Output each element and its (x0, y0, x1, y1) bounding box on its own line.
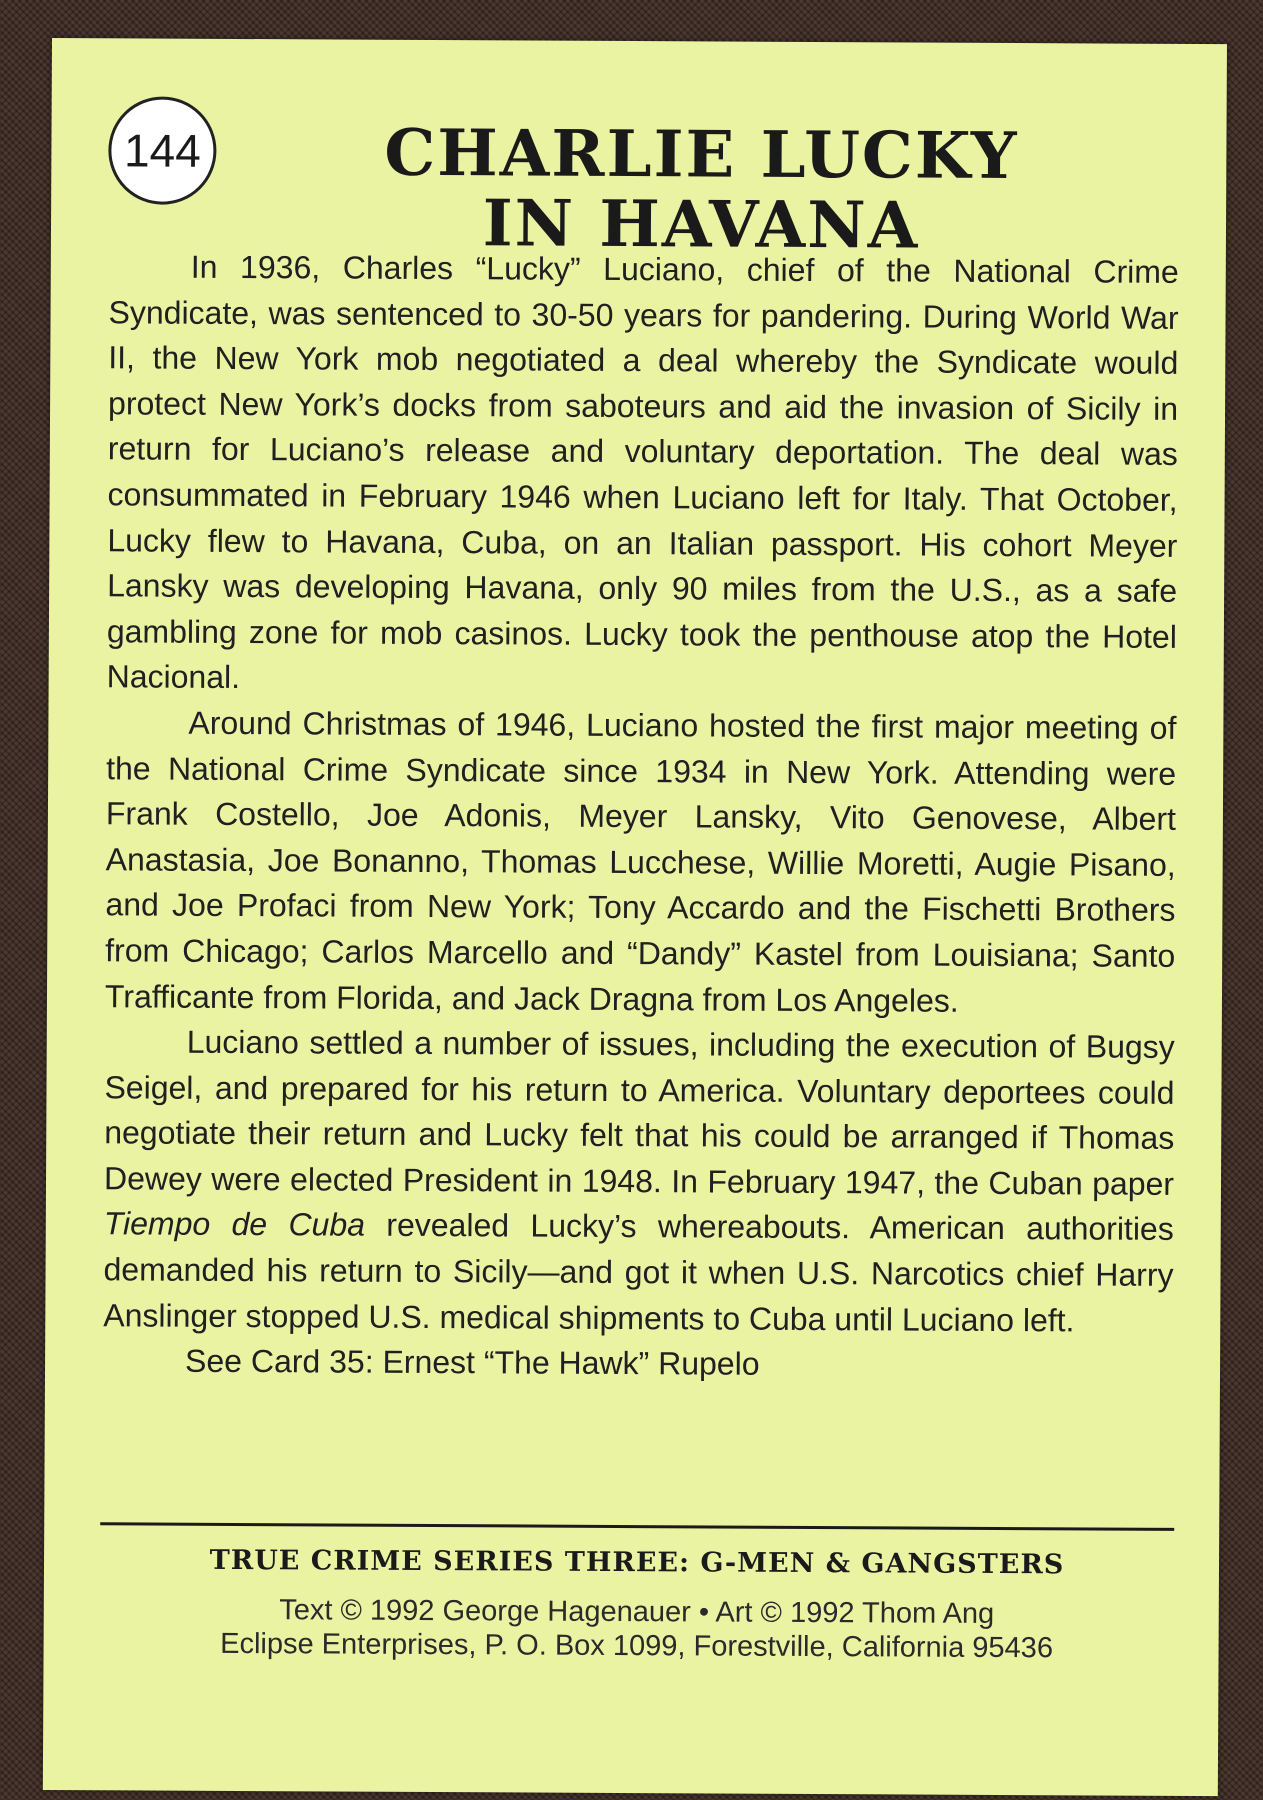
card-body (103, 244, 1179, 1389)
paragraph-1: In 1936, Charles “Lucky” Luciano, chief of the National Crime Syndicate, was sentenced to 30-50 years for pandering. During World War II, the New York mob negotiated a deal whereby the Syndicate would protect New York’s docks from saboteurs and aid the invasion of Sicily in return for Luciano’s release and voluntary deportation. The deal was consummated in February 1946 when Luciano left for Italy. That October, Lucky flew to Havana, Cuba, on an Italian passport. His cohort Meyer Lansky was developing Havana, only 90 miles from the U.S., as a safe gambling zone for mob casinos. Lucky took the penthouse atop the Hotel Nacional. (106, 248, 1179, 696)
paragraph-2: Around Christmas of 1946, Luciano hosted the first major meeting of the National Crime Syndicate since 1934 in New York. Attending were Frank Costello, Joe Adonis, Meyer Lansky, Vito Genovese, Albert Anastasia, Joe Bonanno, Thomas Lucchese, Willie Moretti, Augie Pisano, and Joe Profaci from New York; Tony Accardo and the Fischetti Brothers from Chicago; Carlos Marcello and “Dandy” Kastel from Louisiana; Santo Trafficante from Florida, and Jack Dragna from Los Angeles. (104, 704, 1177, 1019)
card-number-badge (108, 96, 217, 205)
credits (100, 1592, 1174, 1666)
credits-line-2: Eclipse Enterprises, P. O. Box 1099, Forestville, California 95436 (220, 1627, 1054, 1665)
card-title-line1: CHARLIE LUCKY (384, 115, 1019, 195)
divider-rule (100, 1522, 1174, 1531)
paragraph-3-text-before: Luciano settled a number of issues, including the execution of Bugsy Seigel, and prepared for his return to America. Voluntary deportees could negotiate their return and Lucky felt that his could be arranged if Thomas Dewey were elected President in 1948. In February 1947, the Cuban paper (103, 1023, 1175, 1202)
card-number: 144 (123, 124, 201, 177)
series-title: TRUE CRIME SERIES THREE: G-MEN & GANGSTERS (209, 1544, 1065, 1581)
newspaper-title: Tiempo de Cuba (103, 1205, 366, 1244)
card-title-line2: IN HAVANA (482, 186, 920, 264)
trading-card-back (43, 38, 1227, 1796)
paragraph-3 (103, 1019, 1175, 1344)
see-also-reference: See Card 35: Ernest “The Hawk” Rupelo (184, 1342, 760, 1382)
credits-line-1: Text © 1992 George Hagenauer • Art © 1992 Thom Ang (279, 1594, 995, 1630)
paragraph-3-text-after: revealed Lucky’s whereabouts. American authorities demanded his return to Sicily—and got it when U.S. Narcotics chief Harry Anslinger stopped U.S. medical shipments to Cuba until Luciano left. (103, 1207, 1174, 1339)
